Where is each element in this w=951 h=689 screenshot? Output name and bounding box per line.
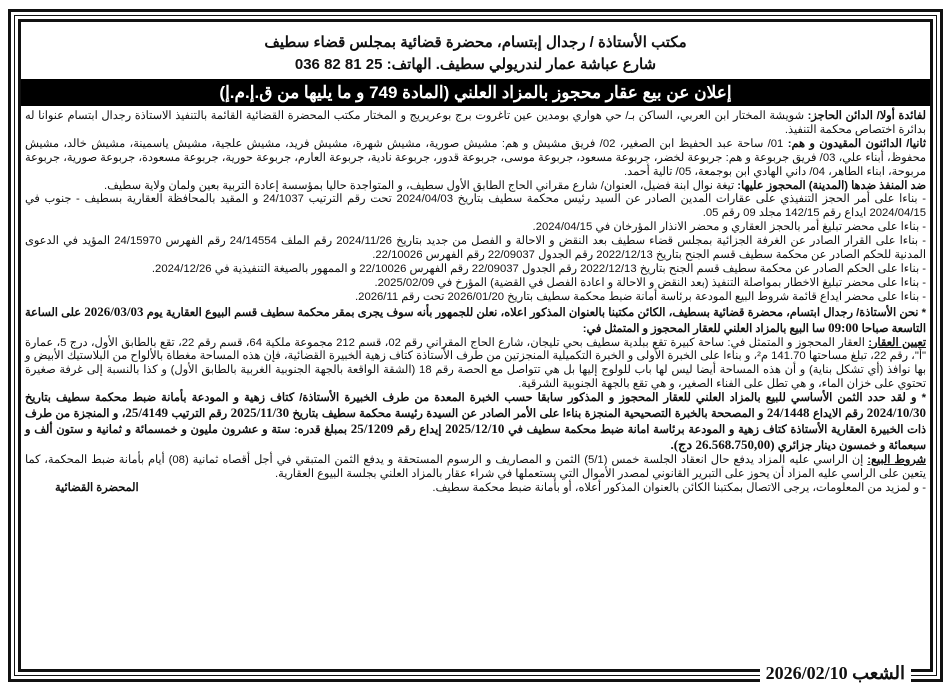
whereas-item: - بناءا على الحكم الصادر عن محكمة سطيف قسم الجنح بتاريخ 2022/12/13 رقم الجدول 22/09037 رقم الفهرس 22/10026 و الممهور بالصيغة التنفيذية في 2024/12/26. — [151, 262, 926, 275]
debtor-paragraph — [25, 180, 926, 194]
creditor-paragraph — [25, 110, 926, 138]
registered-creditors-paragraph — [25, 138, 926, 180]
notice-frame — [8, 9, 943, 682]
whereas-item: - بناءا على محضر ايداع قائمة شروط البيع المودعة برئاسة أمانة ضبط محكمة سطيف بتاريخ 2026/01/20 تحت رقم 2026/11. — [355, 290, 926, 303]
notice-body — [18, 19, 933, 672]
registered-label: ثانيا/ الدائنون المقيدون و هم: — [787, 137, 927, 150]
debtor-label: ضد المنفذ ضدها (المدينة) المحجوز عليها: — [737, 179, 926, 192]
debtor-text: تيغة نوال ابنة فضيل، العنوان/ شارع مقراني الحاج الطابق الأول سطيف، و المتواجدة حاليا بمؤسسة إعادة التربية بعين ولمان ولاية سطيف. — [103, 179, 738, 192]
notice-title: إعلان عن بيع عقار محجوز بالمزاد العلني (المادة 749 و ما يليها من ق.إ.م.إ) — [21, 79, 930, 106]
price-text: رقم الايداع — [809, 408, 867, 421]
price-text: * و لقد حدد الثمن الأساسي للبيع بالمزاد العلني للعقار المحجوز و المذكور سابقا حسب الخبرة المعدة من طرف الخبيرة الأستاذة/ كتاف زهية و المودعة بأمانة ضبط محكمة سطيف بتاريخ — [25, 392, 926, 405]
property-paragraph — [25, 337, 926, 393]
price-text: بمبلغ قدره: ستة و عشرون مليون و خمسمائة و ثمانية و ستون ألف و سبعمائة و خمسون دينار جزائري — [25, 423, 926, 452]
order-date: 2025/11/30 — [230, 405, 290, 421]
announcement-text: سا البيع بالمزاد العلني للعقار المحجوز و المتمثل في: — [582, 322, 829, 335]
price-text: و المصححة بالخبرة التصحيحية المنجزة بناءا على الأمر الصادر عن السيدة رئيسة محكمة سطيف بتاريخ — [289, 408, 767, 421]
property-text: العقار المحجوز و المتمثل في: ساحة كبيرة تقع ببلدية سطيف بحي تليجان، شارع الحاج المقراني رقم 02، قسم 212 مجموعة ملكية 64، قسم رقم 22، تقع بالطابق الأول، درج 5، عمارة "أ"، رقم 22، تبلغ مساحتها 141.70 م²، و بناءا على الخبرة الأولى و الخبرة التكميلية المنجزتين من طرف الأستاذة كتاف زهية الخبيرة القضائية، فإن هذه المساحة مغطاة بالألواح من البلاستيك الأبيض و بها نوافذ (أي تشكل بناية) و أن هذه المساحة أيضا ليس لها باب للولوج إليها بل هي تتواصل مع الحصة رقم 18 (الشقة الواقعة بالجهة الجنوبية الغربية بالطابق الأول) و كذا بالنسبة إلى غرفة صغيرة تحتوي على خزان الماء، و هي تطل على الفناء الصغير، و هي تقع بالجهة الجنوبية الشرقية. — [25, 336, 926, 391]
newspaper-name: الشعب — [852, 663, 905, 683]
price-text: إيداع رقم — [393, 423, 446, 436]
whereas-item: - بناءا على القرار الصادر عن الغرفة الجزائية بمجلس قضاء سطيف بعد النقض و الاحالة و الفصل من جديد بتاريخ 2024/11/26 رقم الملف 24/14554 رقم الفهرس 24/15970 المؤيد في الدعوى المدنية للحكم الصادر عن محكمة سطيف قسم الجنح بتاريخ 2022/12/13 رقم الجدول 22/09037 رقم الفهرس 22/10026. — [25, 235, 926, 262]
creditor-label: لفائدة أولا/ الدائن الحاجز: — [807, 110, 926, 122]
contact-text: - و لمزيد من المعلومات، يرجى الاتصال بمكتبنا الكائن بالعنوان المذكور أعلاه، أو بأمانة ضبط محكمة سطيف. — [432, 481, 926, 494]
creditor-text: شويشة المختار ابن العربي، الساكن بـ/ حي هواري بومدين عين تاغروت برج بوعريريج و المختار مكتب المحضرة القضائية القائمة بالتنفيذ الاستاذة رجدال ابتسام عنوانا له بدائرة اختصاص محكمة التنفيذ. — [25, 110, 926, 136]
correction-deposit-number: 25/1209 — [350, 420, 394, 436]
publication-date: 2026/02/10 — [765, 663, 848, 683]
announcement-paragraph — [25, 305, 926, 337]
notice-header — [21, 22, 930, 76]
base-price-amount: (26.568.750,00 دج). — [670, 436, 775, 452]
notice-content — [21, 106, 930, 495]
office-address: شارع عباشة عمار لندريولي سطيف. الهاتف: 25 81 82 036 — [294, 56, 657, 73]
property-label: تعيين العقار: — [868, 336, 926, 349]
whereas-item: - بناءا على محضر تبليغ أمر بالحجز العقاري و محضر الانذار المؤرخان في 2024/04/15. — [532, 221, 926, 234]
contact-row — [25, 482, 926, 496]
registered-text: 01/ ساحة عبد الحفيظ ابن الصغير، 02/ فريق مشيش و هم: مشيش صورية، مشيش شهرة، مشيش فريد، مشيش علجية، مشيش ياسمينة، مشيش خالد، مشيش محفوظ، أبناء علي، 03/ فريق جربوعة و هم: جربوعة لخضر، جربوعة مسعود، جربوعة موسى، جربوعة قدور، جربوعة نادية، جربوعة العارم، جربوعة حورية، جربوعة مسعودة، جربوعة صورية، جربوعة مربوحة، ابناء الطاهر، 04/ داني الهادي ابن بوجمعة، 05/ تالية أحمد. — [25, 137, 926, 178]
publication-footer — [760, 662, 911, 684]
auction-time: 09:00 — [828, 319, 859, 335]
price-text: ، و المنجزة من طرف ذات الخبيرة العقارية الأستاذة كتاف زهية و المودعة برئاسة امانة ضبط محكمة سطيف في — [25, 408, 926, 436]
correction-deposit-date: 2025/12/10 — [445, 420, 505, 436]
auction-date: 2026/03/03 — [84, 303, 144, 319]
office-name: مكتب الأستاذة / رجدال إبتسام، محضرة قضائية بمجلس قضاء سطيف — [264, 34, 687, 51]
announcement-text: * نحن الأستاذة/ رجدال ابتسام، محضرة قضائية بسطيف، الكائن مكتبنا بالعنوان المذكور اعلاه، نعلن للجمهور بأنه سوف يجرى بمقر محكمة سطيف قسم البيوع العقارية يوم — [143, 306, 926, 319]
whereas-item: - بناءا على أمر الحجز التنفيذي على عقارات المدين الصادر عن السيد رئيس محكمة سطيف بتاريخ 2024/04/03 تحت رقم الترتيب 24/1037 و المقيد بالمحافظة العقارية بسطيف - جنوب في 2024/04/15 ايداع رقم 142/15 مجلد 09 رقم 05. — [25, 193, 927, 220]
whereas-item: - بناءا على محضر تبليغ الاخطار بمواصلة التنفيذ (بعد النقض و الاحالة و اعادة الفصل في القضية) المؤرخ في 2025/02/09. — [374, 276, 926, 289]
conditions-text: إن الراسي عليه المزاد يدفع حال انعقاد الجلسة خمس (5/1) الثمن و المصاريف و الرسوم المستحقة و يدفع الثمن المتبقي في أجل أقصاه ثمانية (08) أيام بأمانة ضبط المحكمة، كما يتعين على الراسي عليه المزاد أن يحوز على التبرير القانوني لمصدر الأموال التي يستعملها في شراء عقار بالمزاد العلني بجلسة البيوع العقارية. — [25, 453, 926, 480]
order-number: 25/4149 — [125, 405, 169, 421]
conditions-paragraph — [25, 454, 926, 482]
notice-frame-inner — [14, 15, 937, 676]
price-text: رقم الترتيب — [168, 408, 231, 421]
conditions-label: شروط البيع: — [867, 453, 926, 466]
signature: المحضرة القضائية — [55, 481, 139, 494]
expertise-date: 2024/10/30 — [866, 405, 926, 421]
deposit-number: 24/1448 — [766, 405, 810, 421]
price-paragraph — [25, 392, 926, 454]
announcement-text: على الساعة التاسعة صباحا — [25, 306, 926, 335]
